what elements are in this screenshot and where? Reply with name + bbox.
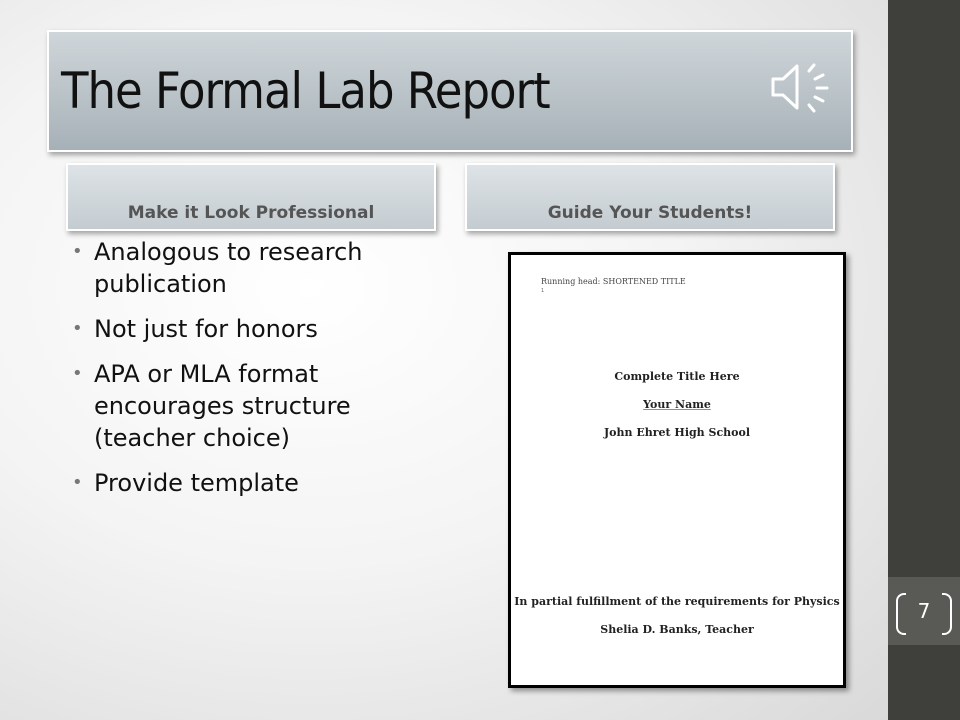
- left-header-label: Make it Look Professional: [127, 203, 375, 223]
- bullet-item: • Provide template: [70, 467, 410, 499]
- right-header-label: Guide Your Students!: [547, 203, 753, 223]
- page-marker: 1: [541, 288, 545, 294]
- title-bar: [47, 30, 853, 152]
- your-name: [511, 398, 843, 411]
- template-document-image: [508, 252, 846, 688]
- bullet-item: • Not just for honors: [70, 313, 410, 345]
- speaker-icon[interactable]: [769, 57, 839, 117]
- fulfillment-line: In partial fulfillment of the requirements for Physics: [514, 595, 840, 608]
- left-column-header: [66, 163, 436, 231]
- right-bracket: [942, 593, 952, 635]
- teacher-line: Shelia D. Banks, Teacher: [600, 623, 754, 636]
- page-number: 7: [917, 599, 931, 623]
- bullet-list: [70, 236, 410, 512]
- page-number-box: [888, 577, 960, 645]
- bullet-item: • Analogous to research publication: [70, 236, 410, 300]
- school-name: John Ehret High School: [603, 426, 751, 439]
- complete-title: Complete Title Here: [614, 370, 740, 383]
- your-name-text: Your Name: [643, 398, 711, 411]
- slide-title: The Formal Lab Report: [61, 62, 550, 120]
- bullet-item: • APA or MLA format encourages structure (teacher choice): [70, 358, 410, 454]
- right-column-header: [465, 163, 835, 231]
- running-head: Running head: SHORTENED TITLE: [541, 277, 686, 286]
